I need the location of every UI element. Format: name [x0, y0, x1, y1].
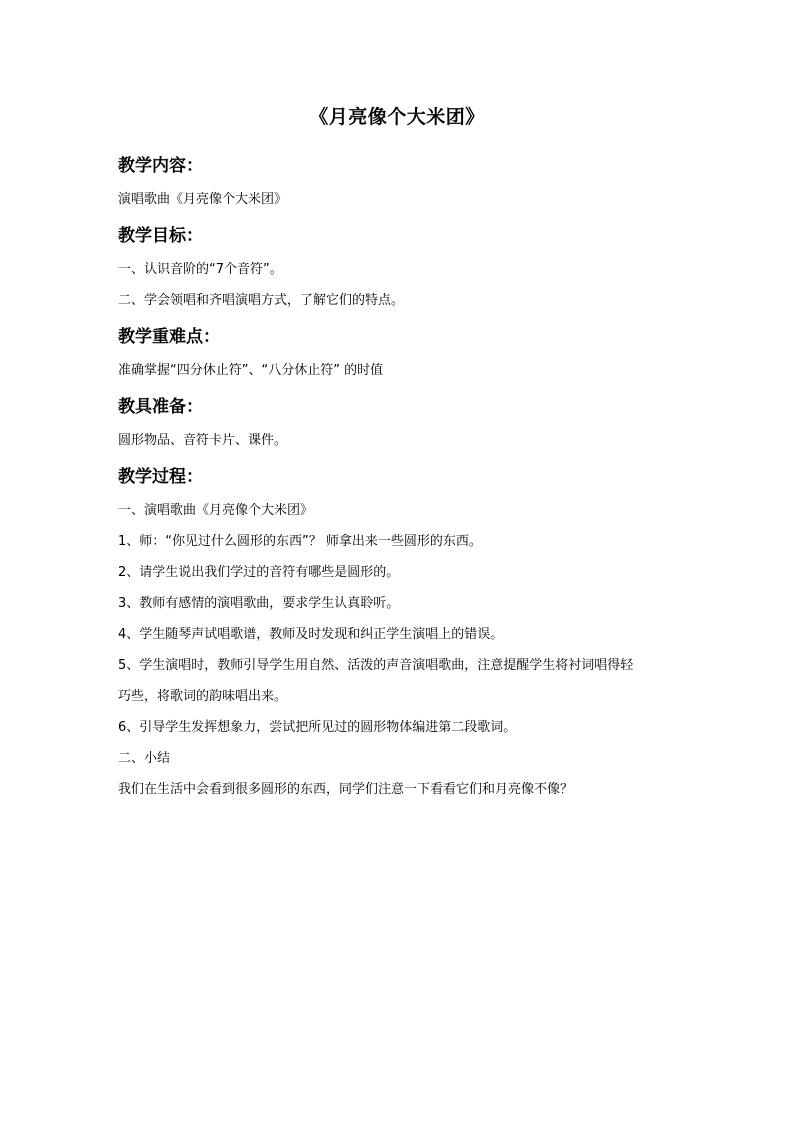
content-line-1: 演唱歌曲《月亮像个大米团》 — [118, 192, 288, 207]
process-line-7: 巧些，将歌词的韵味唱出来。 — [118, 689, 288, 704]
document-body — [118, 148, 688, 805]
process-line-9: 二、小结 — [118, 751, 171, 766]
section-heading-goals: 教学目标： — [118, 226, 203, 246]
process-line-2: 1、师：“你见过什么圆形的东西”？ 师拿出来一些圆形的东西。 — [118, 534, 482, 549]
process-line-6: 5、学生演唱时，教师引导学生用自然、活泼的声音演唱歌曲，注意提醒学生将衬词唱得轻 — [118, 658, 634, 673]
process-line-8: 6、引导学生发挥想象力，尝试把所见过的圆形物体编进第二段歌词。 — [118, 720, 517, 735]
process-line-3: 2、请学生说出我们学过的音符有哪些是圆形的。 — [118, 565, 400, 580]
document-title: 《月亮像个大米团》 — [309, 106, 485, 128]
section-heading-materials: 教具准备： — [118, 397, 203, 417]
process-line-4: 3、教师有感情的演唱歌曲，要求学生认真聆听。 — [118, 596, 400, 611]
key-point-line-1: 准确掌握“四分休止符”、“八分休止符” 的时值 — [118, 363, 384, 378]
section-heading-key-points: 教学重难点： — [118, 327, 220, 347]
section-heading-content: 教学内容： — [118, 156, 203, 176]
materials-line-1: 圆形物品、音符卡片、课件。 — [118, 433, 288, 448]
goal-line-1: 一、认识音阶的“7个音符”。 — [118, 262, 283, 277]
section-heading-process: 教学过程： — [118, 467, 203, 487]
process-line-1: 一、演唱歌曲《月亮像个大米团》 — [118, 503, 314, 518]
process-line-5: 4、学生随琴声试唱歌谱，教师及时发现和纠正学生演唱上的错误。 — [118, 627, 504, 642]
goal-line-2: 二、学会领唱和齐唱演唱方式，了解它们的特点。 — [118, 293, 405, 308]
process-line-10: 我们在生活中会看到很多圆形的东西，同学们注意一下看看它们和月亮像不像？ — [118, 782, 574, 797]
